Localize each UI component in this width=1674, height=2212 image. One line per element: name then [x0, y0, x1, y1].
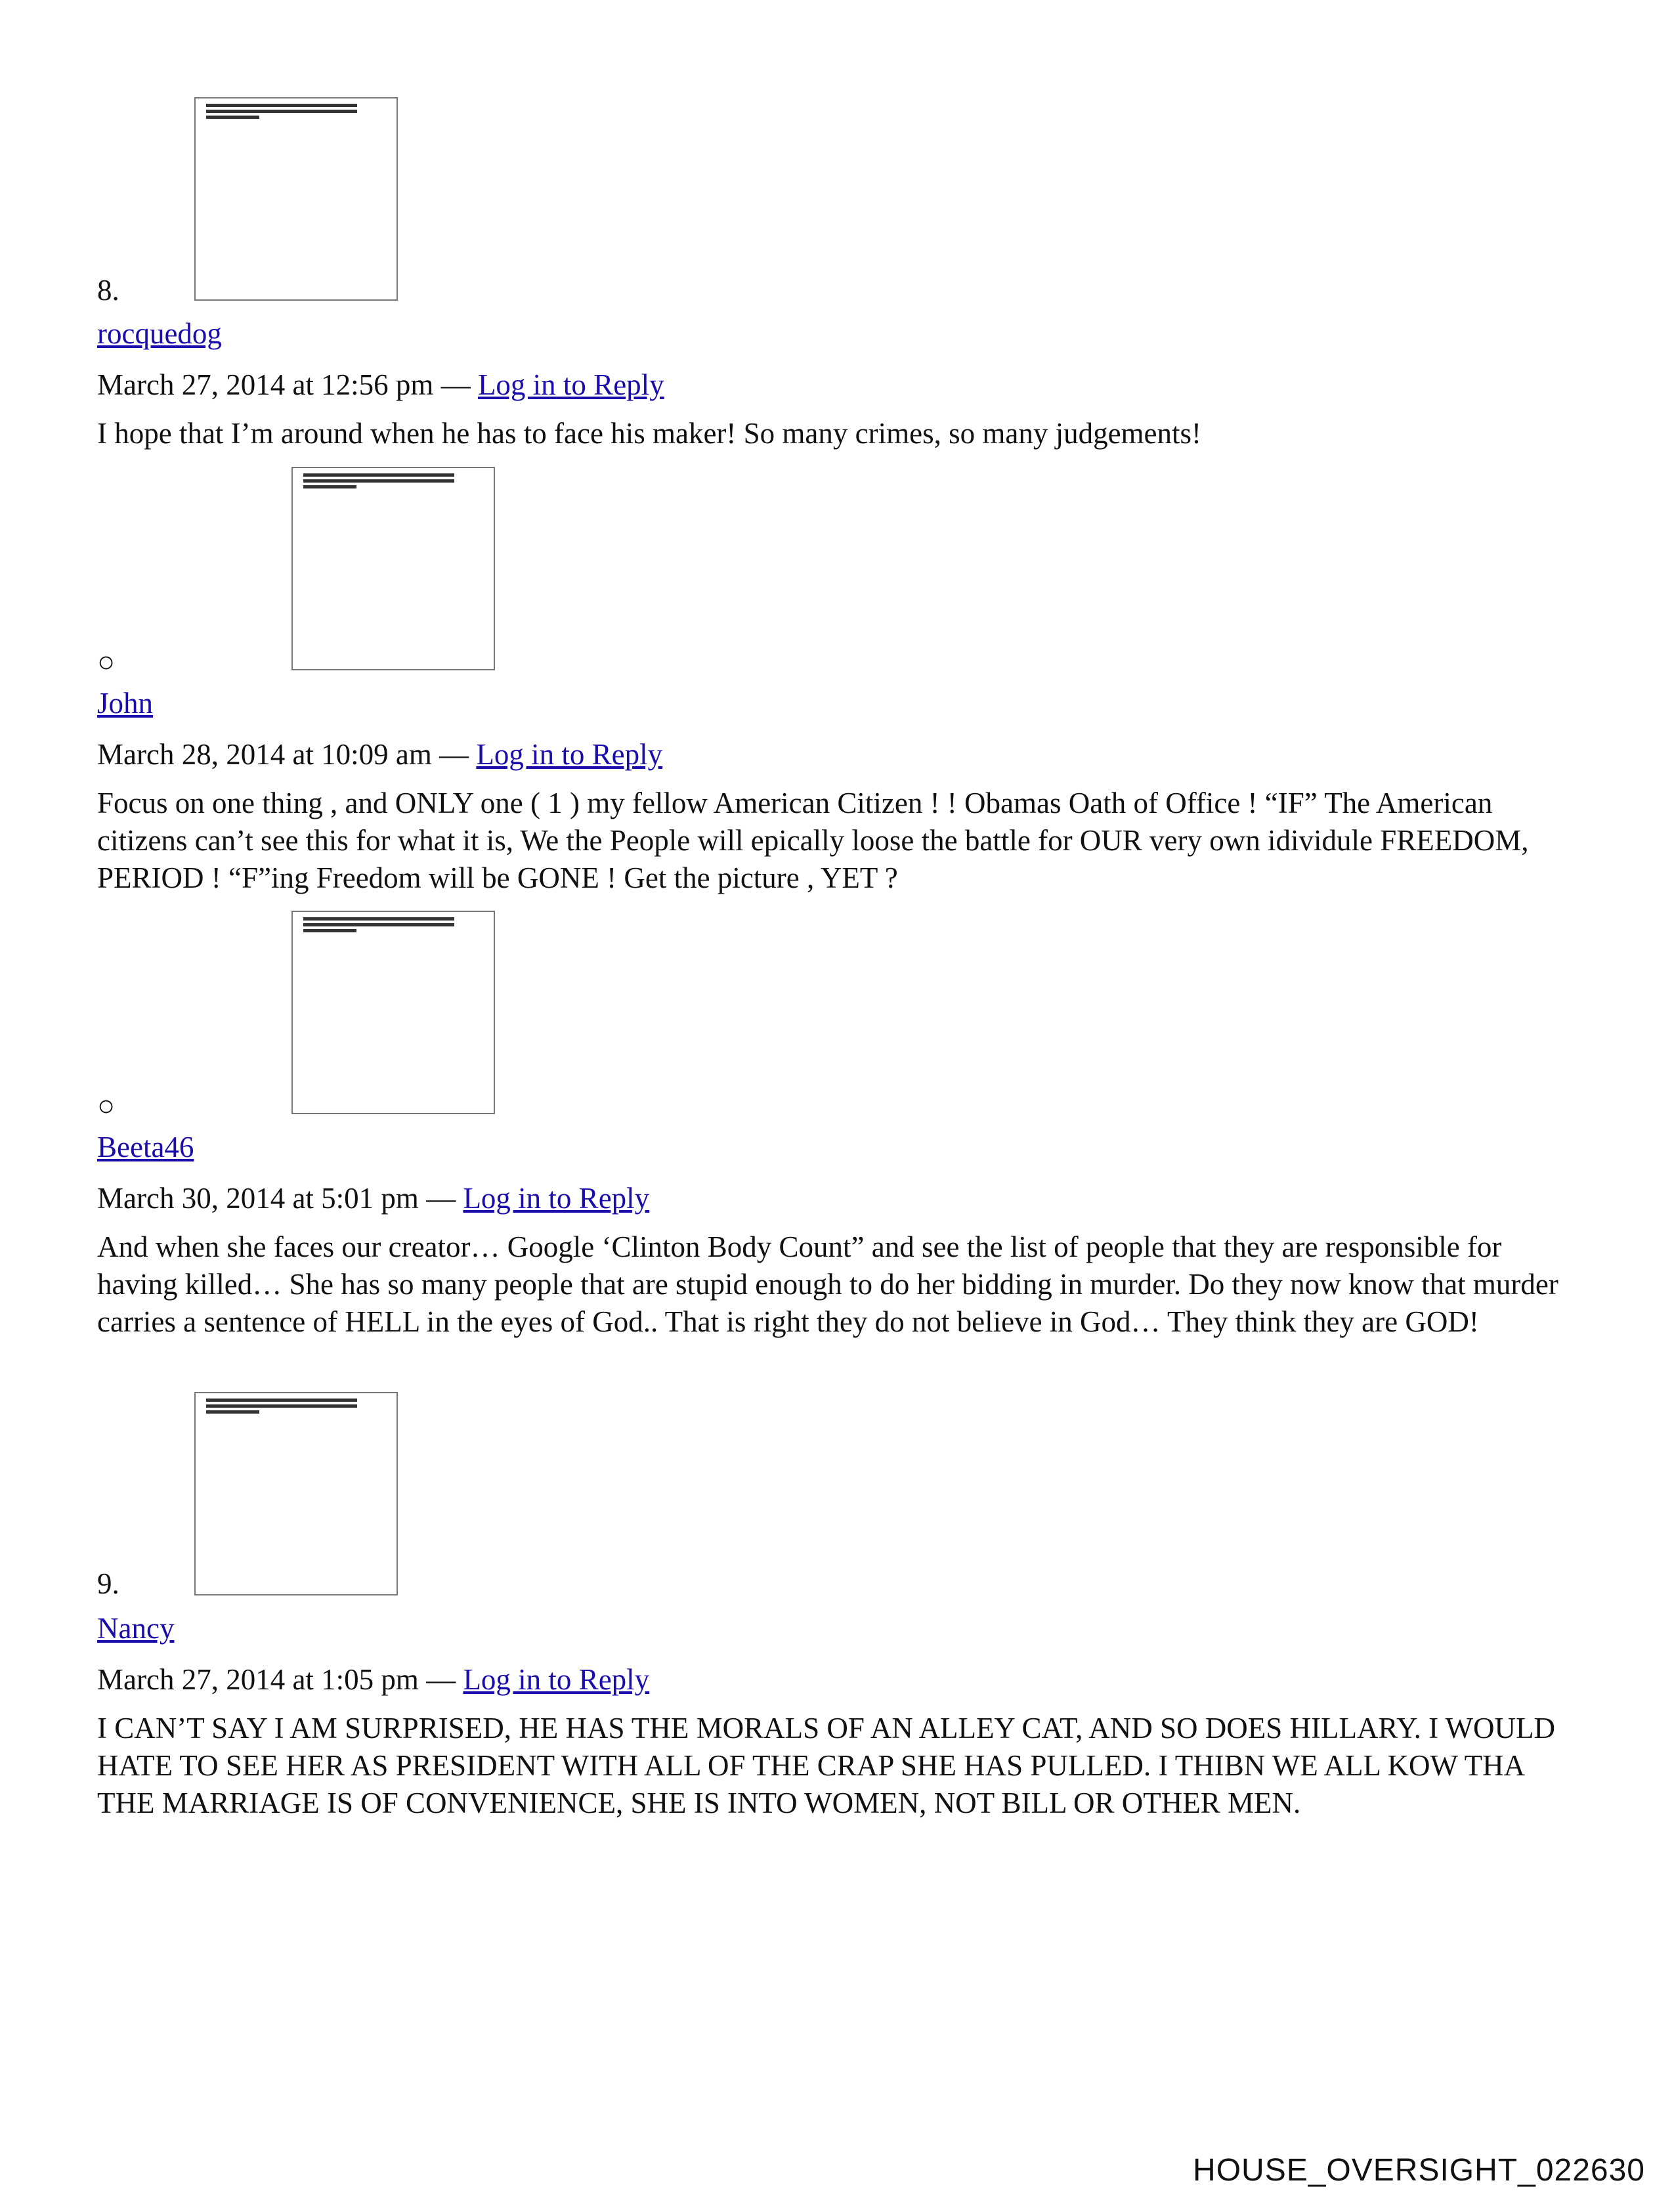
list-marker: 8. [97, 274, 119, 307]
comment-date: March 27, 2014 at 1:05 pm [97, 1663, 419, 1696]
avatar-placeholder [194, 97, 398, 301]
log-in-to-reply-link[interactable]: Log in to Reply [463, 1663, 650, 1696]
log-in-to-reply-link[interactable]: Log in to Reply [463, 1182, 650, 1215]
comment-meta [97, 740, 662, 770]
log-in-to-reply-link[interactable]: Log in to Reply [477, 368, 664, 401]
comment-meta [97, 370, 664, 400]
comment-author-link[interactable]: Nancy [97, 1612, 175, 1645]
comment-meta [97, 1184, 649, 1213]
log-in-to-reply-link[interactable]: Log in to Reply [476, 738, 663, 771]
meta-separator: — [418, 1663, 463, 1696]
comment-meta [97, 1665, 649, 1695]
list-marker: 9. [97, 1567, 119, 1600]
list-marker: ○ [97, 645, 116, 678]
comment-author-link[interactable]: rocquedog [97, 317, 222, 350]
comment-text: I CAN’T SAY I AM SURPRISED, HE HAS THE MORALS OF AN ALLEY CAT, AND SO DOES HILLARY. I WOULD HATE TO SEE HER AS PRESIDENT WITH ALL OF THE CRAP SHE HAS PULLED. I THIBN WE ALL KOW THA THE MARRIAGE IS OF CONVENIENCE, SHE IS INTO WOMEN, NOT BILL OR OTHER MEN. [97, 1712, 1556, 1819]
comment-date: March 30, 2014 at 5:01 pm [97, 1182, 419, 1215]
comment-text: I hope that I’m around when he has to face his maker! So many crimes, so many judgements! [97, 417, 1202, 450]
comment-text: Focus on one thing , and ONLY one ( 1 ) my fellow American Citizen ! ! Obamas Oath of Office ! “IF” The American citizens can’t see this for what it is, We the People will epically loose the battle for OUR very own idividule FREEDOM, PERIOD ! “F”ing Freedom will be GONE ! Get the picture , YET ? [97, 787, 1529, 894]
bates-stamp: HOUSE_OVERSIGHT_022630 [1193, 2153, 1645, 2188]
comment-text: And when she faces our creator… Google ‘Clinton Body Count” and see the list of people that they are responsible for having killed… She has so many people that are stupid enough to do her bidding in murder. Do they now know that murder carries a sentence of HELL in the eyes of God.. That is right they do not believe in God… They think they are GOD! [97, 1230, 1558, 1338]
avatar-placeholder [194, 1392, 398, 1595]
avatar-placeholder [291, 911, 495, 1114]
comment-date: March 27, 2014 at 12:56 pm [97, 368, 434, 401]
meta-separator: — [433, 368, 478, 401]
comment-author-link[interactable]: Beeta46 [97, 1131, 194, 1163]
comment-author-link[interactable]: John [97, 687, 154, 720]
comment-date: March 28, 2014 at 10:09 am [97, 738, 432, 771]
avatar-placeholder [291, 467, 495, 670]
meta-separator: — [418, 1182, 463, 1215]
meta-separator: — [431, 738, 477, 771]
list-marker: ○ [97, 1089, 116, 1122]
